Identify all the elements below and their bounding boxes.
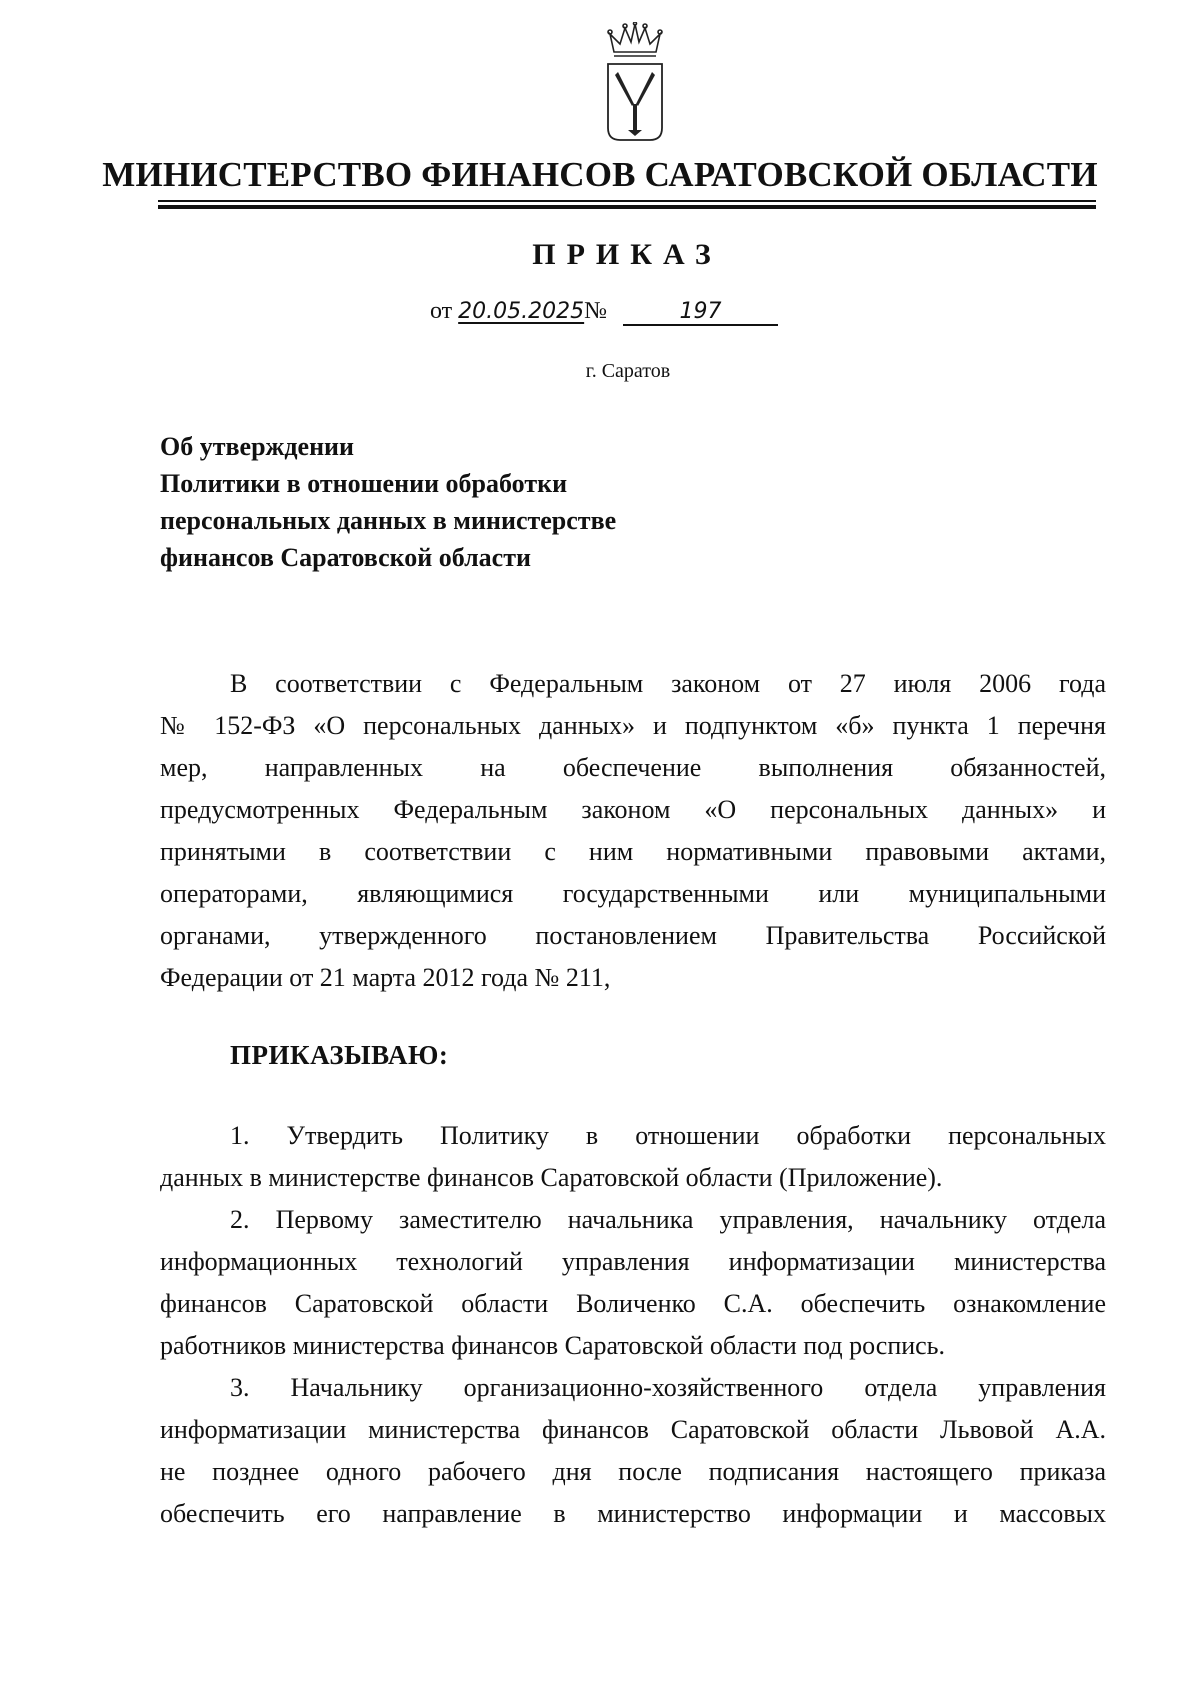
saratov-coat-of-arms-icon [598, 22, 672, 150]
item-3-line: информатизации министерства финансов Саратовской области Львовой А.А. [160, 1415, 1106, 1444]
subject-line: финансов Саратовской области [160, 543, 531, 572]
preamble-line: мер, направленных на обеспечение выполнения обязанностей, [160, 753, 1106, 782]
preamble-line: органами, утвержденного постановлением Правительства Российской [160, 921, 1106, 950]
preamble-line: предусмотренных Федеральным законом «О персональных данных» и [160, 795, 1106, 824]
ministry-title: МИНИСТЕРСТВО ФИНАНСОВ САРАТОВСКОЙ ОБЛАСТИ [102, 155, 1098, 194]
header-rule-thin [158, 200, 1096, 202]
subject-line: персональных данных в министерстве [160, 506, 617, 535]
order-subject [160, 428, 780, 576]
order-date-line [430, 298, 778, 326]
item-1-line: 1. Утвердить Политику в отношении обработки персональных [230, 1121, 1106, 1150]
item-2-line: 2. Первому заместителю начальника управления, начальнику отдела [230, 1205, 1106, 1234]
item-3-line: 3. Начальнику организационно-хозяйственного отдела управления [230, 1373, 1106, 1402]
item-1-line: данных в министерстве финансов Саратовской области (Приложение). [160, 1163, 943, 1192]
order-title: ПРИКАЗ [532, 238, 722, 271]
date-prefix: от [430, 298, 453, 324]
command-heading: ПРИКАЗЫВАЮ: [230, 1040, 449, 1070]
item-2-line: работников министерства финансов Саратовской области под роспись. [160, 1331, 946, 1360]
header-rule-thick [158, 205, 1096, 209]
preamble [160, 663, 1106, 999]
item-3-line: обеспечить его направление в министерство информации и массовых [160, 1499, 1106, 1528]
preamble-line: В соответствии с Федеральным законом от 27 июля 2006 года [230, 669, 1106, 698]
subject-line: Политики в отношении обработки [160, 469, 568, 498]
order-number: 197 [623, 299, 778, 326]
item-3-line: не позднее одного рабочего дня после подписания настоящего приказа [160, 1457, 1106, 1486]
item-2-line: финансов Саратовской области Воличенко С.А. обеспечить ознакомление [160, 1289, 1106, 1318]
preamble-line: Федерации от 21 марта 2012 года № 211, [160, 963, 611, 992]
preamble-line: принятыми в соответствии с ним нормативными правовыми актами, [160, 837, 1106, 866]
subject-line: Об утверждении [160, 432, 355, 461]
preamble-line: № 152-ФЗ «О персональных данных» и подпунктом «б» пункта 1 перечня [160, 711, 1106, 740]
preamble-line: операторами, являющимися государственными или муниципальными [160, 879, 1106, 908]
number-sign: № [584, 298, 608, 324]
city: г. Саратов [585, 360, 671, 382]
item-2-line: информационных технологий управления информатизации министерства [160, 1247, 1106, 1276]
order-date: 20.05.2025 [458, 299, 585, 324]
order-items [160, 1115, 1106, 1535]
